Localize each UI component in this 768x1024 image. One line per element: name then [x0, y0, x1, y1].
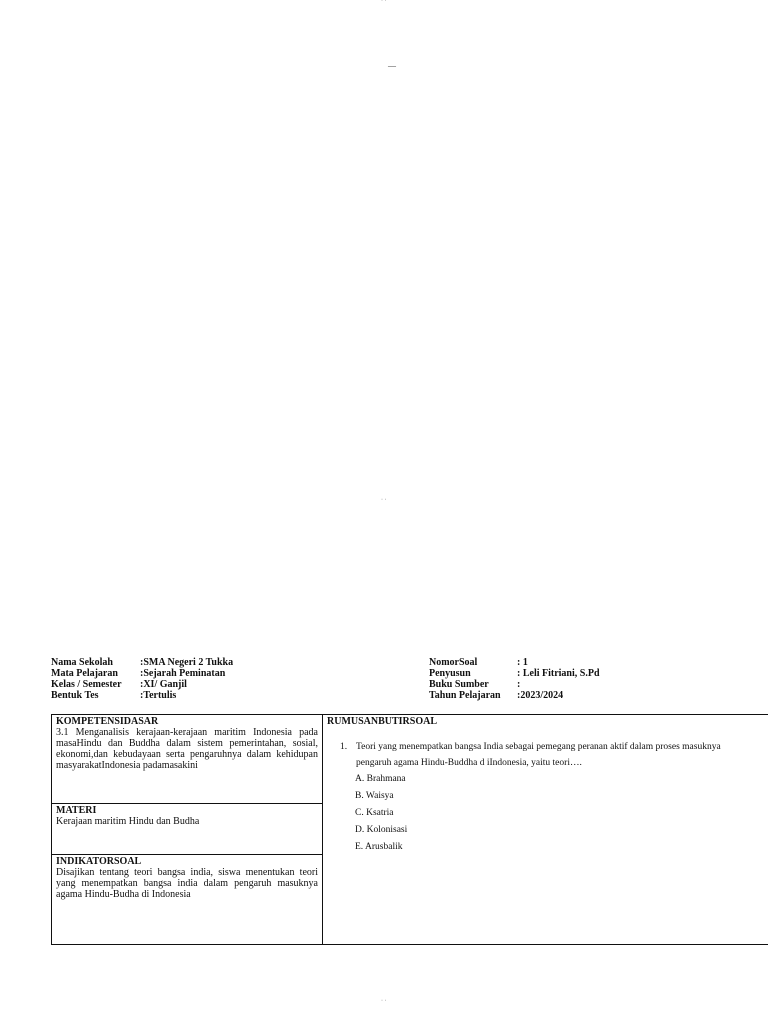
header-value: : Leli Fitriani, S.Pd [517, 668, 600, 679]
indikator-soal-cell [52, 855, 322, 944]
header-key: Kelas / Semester [51, 679, 122, 690]
header-key: Mata Pelajaran [51, 668, 118, 679]
materi-text: Kerajaan maritim Hindu dan Budha [56, 816, 200, 827]
header-info-right [429, 657, 600, 701]
header-row-mata-pelajaran [51, 668, 233, 679]
header-value: :Tertulis [140, 690, 177, 701]
answer-option-e: E. Arusbalik [355, 842, 403, 852]
rumusan-butir-soal-cell [323, 715, 768, 944]
header-value: :SMA Negeri 2 Tukka [140, 657, 234, 668]
top-dash: — [388, 61, 396, 70]
kompetensi-dasar-text: 3.1 Menganalisis kerajaan-kerajaan maritim Indonesia pada masaHindu dan Buddha dalam sistem pemerintahan, sosial, ekonomi,dan kebudayaan serta pengaruhnya dalam kehidupan masyarakatIndonesia padamasakini [56, 727, 318, 771]
header-key: NomorSoal [429, 657, 478, 668]
question-item [340, 739, 740, 771]
header-key: Nama Sekolah [51, 657, 113, 668]
page-mark-top: · · [381, 0, 387, 4]
header-row-kelas-semester [51, 679, 233, 690]
header-value: : [517, 679, 521, 690]
page-mark-bottom: · · [381, 998, 387, 1004]
header-info-left [51, 657, 233, 701]
kompetensi-dasar-heading: KOMPETENSIDASAR [56, 716, 159, 727]
header-row-buku-sumber [429, 679, 600, 690]
rumusan-butir-soal-heading: RUMUSANBUTIRSOAL [327, 716, 438, 727]
question-card-table [51, 714, 768, 945]
materi-cell [52, 804, 322, 855]
header-value: :XI/ Ganjil [140, 679, 187, 690]
question-number: 1. [340, 742, 348, 752]
header-row-nama-sekolah [51, 657, 233, 668]
header-key: Bentuk Tes [51, 690, 99, 701]
header-row-tahun-pelajaran [429, 690, 600, 701]
answer-option-d: D. Kolonisasi [355, 825, 408, 835]
header-key: Buku Sumber [429, 679, 489, 690]
header-value: :Sejarah Peminatan [140, 668, 226, 679]
answer-options [355, 771, 407, 856]
indikator-soal-heading: INDIKATORSOAL [56, 856, 142, 867]
header-value: :2023/2024 [517, 690, 564, 701]
answer-option-b: B. Waisya [355, 791, 394, 801]
header-row-bentuk-tes [51, 690, 233, 701]
header-row-nomor-soal [429, 657, 600, 668]
header-key: Penyusun [429, 668, 471, 679]
header-value: : 1 [517, 657, 528, 668]
header-key: Tahun Pelajaran [429, 690, 501, 701]
question-text: Teori yang menempatkan bangsa India sebagai pemegang peranan aktif dalam proses masuknya pengaruh agama Hindu-Buddha d iIndonesia, yaitu teori…. [356, 742, 721, 768]
indikator-soal-text: Disajikan tentang teori bangsa india, siswa menentukan teori yang menempatkan bangsa india dalam pengaruh masuknya agama Hindu-Budha di Indonesia [56, 867, 318, 900]
left-column [52, 715, 323, 944]
answer-option-a: A. Brahmana [355, 774, 406, 784]
materi-heading: MATERI [56, 805, 97, 816]
answer-option-c: C. Ksatria [355, 808, 394, 818]
kompetensi-dasar-cell [52, 715, 322, 804]
page-mark-middle: · · [381, 497, 387, 503]
header-row-penyusun [429, 668, 600, 679]
